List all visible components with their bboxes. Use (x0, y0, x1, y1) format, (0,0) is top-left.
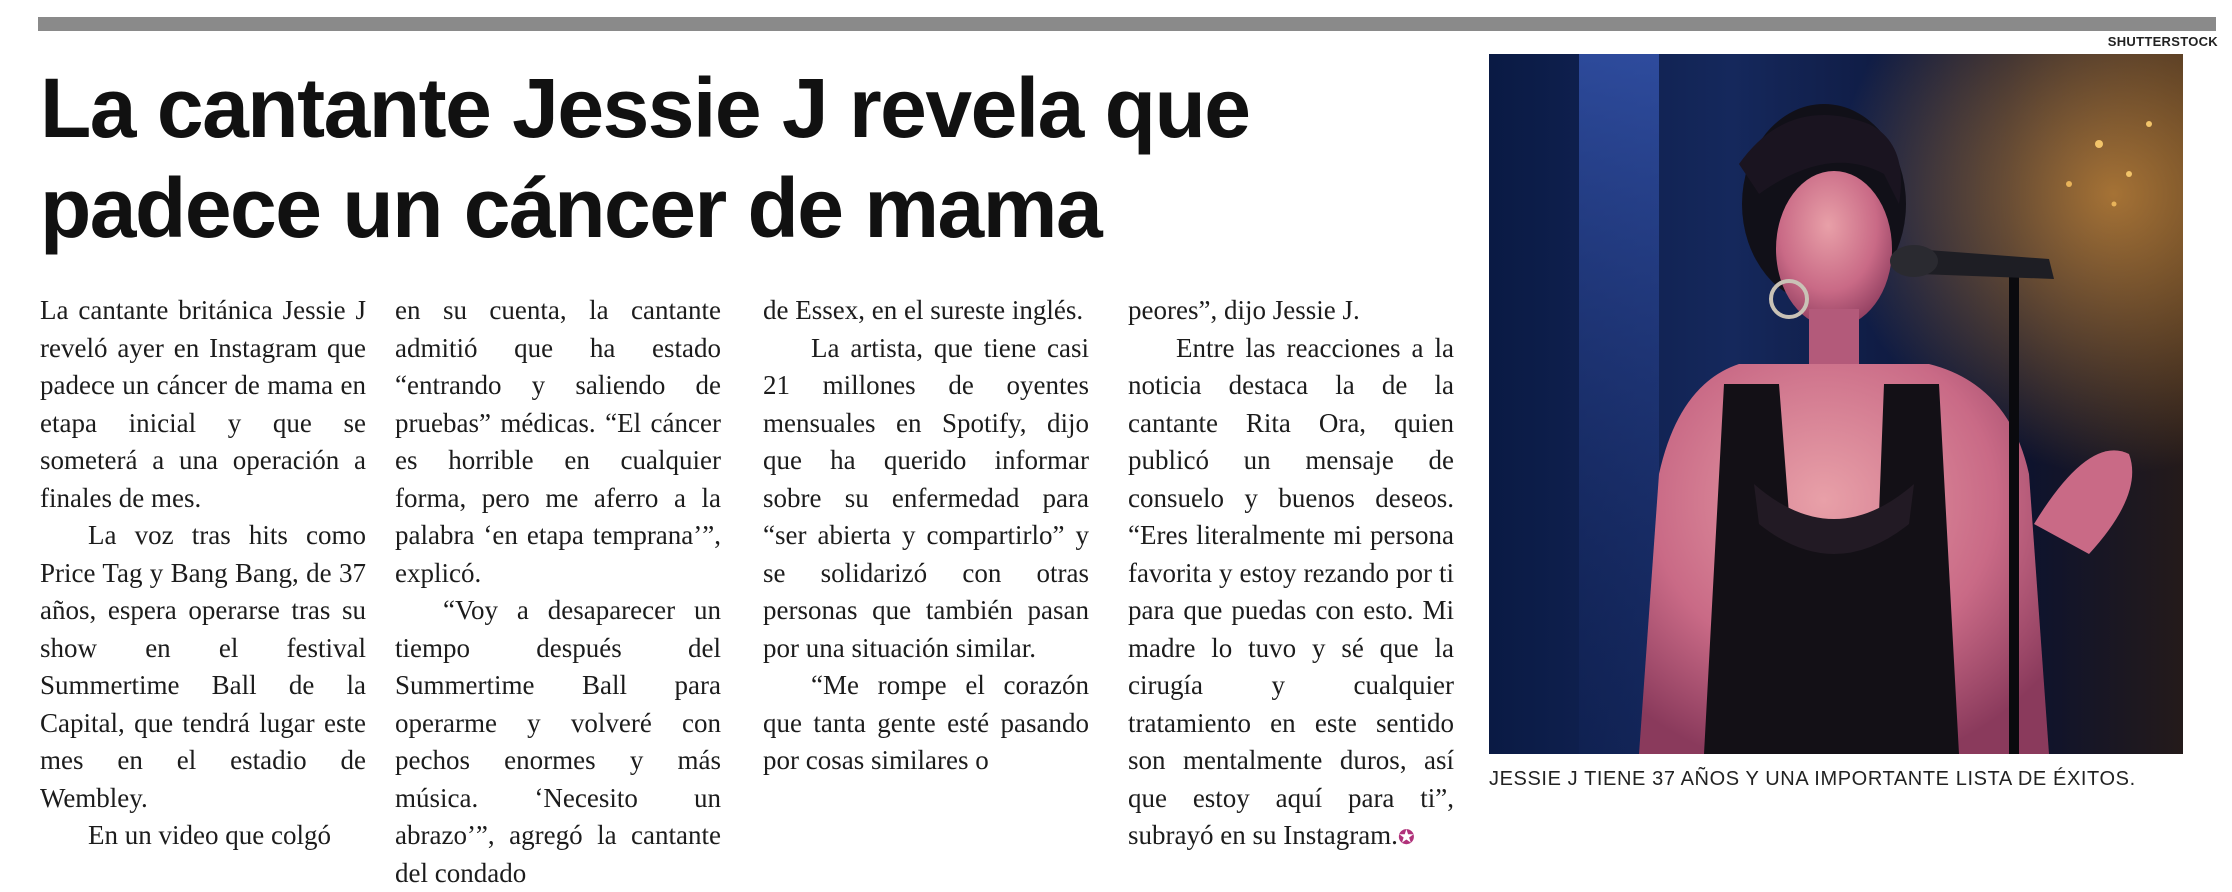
article-column-1 (40, 292, 366, 855)
article-photo (1489, 54, 2183, 754)
column-paragraph: La voz tras hits como Price Tag y Bang Bang, de 37 años, espera operarse tras su show en el festival Summertime Ball de la Capital, que tendrá lugar este mes en el estadio de Wembley. (40, 520, 366, 813)
photo-caption: JESSIE J TIENE 37 AÑOS Y UNA IMPORTANTE LISTA DE ÉXITOS. (1489, 768, 2136, 790)
column-paragraph: La cantante británica Jessie J reveló ayer en Instagram que padece un cáncer de mama en etapa inicial y que se someterá a una operación a finales de mes. (40, 295, 366, 513)
column-paragraph: “Me rompe el corazón que tanta gente esté pasando por cosas similares o (763, 670, 1089, 775)
end-of-article-icon: ✪ (1397, 825, 1415, 849)
column-paragraph: de Essex, en el sureste inglés. (763, 295, 1084, 325)
article-column-3 (763, 292, 1089, 780)
headline: La cantante Jessie J revela que padece un cáncer de mama (40, 61, 1250, 255)
photo-credit: SHUTTERSTOCK (2107, 34, 2218, 49)
article-column-2 (395, 292, 721, 892)
column-paragraph: En un video que colgó (88, 820, 331, 850)
top-rule (38, 17, 2216, 31)
column-paragraph: peores”, dijo Jessie J. (1128, 295, 1360, 325)
column-paragraph (1128, 330, 1454, 857)
column-paragraph: “Voy a desaparecer un tiempo después del Summertime Ball para operarme y volveré con pechos enormes y más música. ‘Necesito un abrazo’”, agregó la cantante del condado (395, 595, 721, 888)
column-paragraph: La artista, que tiene casi 21 millones de oyentes mensuales en Spotify, dijo que ha querido informar sobre su enfermedad para “ser abierta y compartirlo” y se solidarizó con otras personas que también pasan por una situación similar. (763, 332, 1089, 663)
column-paragraph-text: Entre las reacciones a la noticia destaca la de la cantante Rita Ora, quien publicó un mensaje de consuelo y buenos deseos. “Eres literalmente mi persona favorita y estoy rezando por ti para que puedas con esto. Mi madre lo tuvo y sé que la cirugía y cualquier tratamiento en este sentido son mentalmente duros, así que estoy aquí para ti”, subrayó en su Instagram. (1128, 332, 1454, 850)
article-column-4 (1128, 292, 1454, 857)
column-paragraph: en su cuenta, la cantante admitió que ha estado “entrando y saliendo de pruebas” médicas. “El cáncer es horrible en cualquier forma, pero me aferro a la palabra ‘en etapa temprana’”, explicó. (395, 295, 721, 588)
